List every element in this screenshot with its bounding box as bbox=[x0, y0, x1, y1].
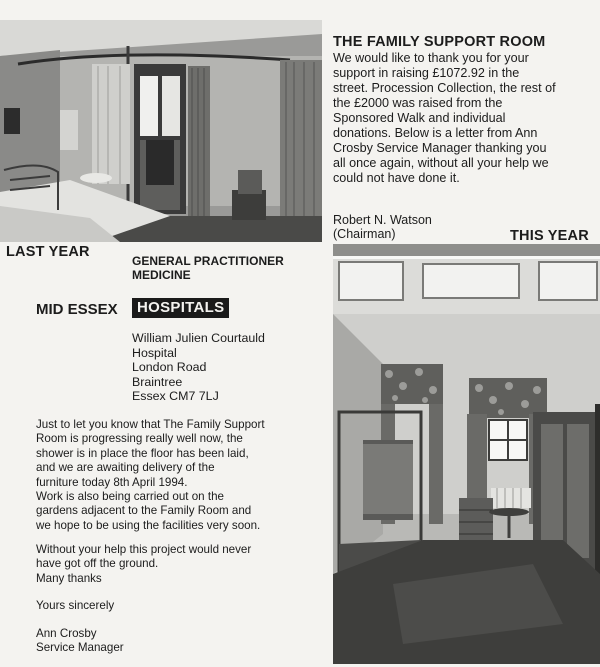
address-line: Essex CM7 7LJ bbox=[132, 389, 219, 403]
address-line: Braintree bbox=[132, 374, 183, 389]
letter-paragraph-thanks: Without your help this project would never have got off the ground. Many thanks bbox=[36, 543, 252, 585]
letter-sign-off: Ann Crosby Service Manager bbox=[36, 627, 124, 655]
address-line: William Julien Courtauld bbox=[132, 331, 265, 345]
letter-department: GENERAL PRACTITIONER MEDICINE bbox=[132, 254, 284, 282]
last-year-photo bbox=[0, 20, 322, 242]
logo-mid-essex: MID ESSEX bbox=[36, 301, 118, 318]
letter-address bbox=[132, 331, 265, 404]
this-year-photo bbox=[333, 244, 600, 664]
address-line: London Road bbox=[132, 360, 207, 374]
signatory-role: (Chairman) bbox=[333, 227, 396, 241]
signatory-name: Robert N. Watson bbox=[333, 213, 432, 227]
article-body: We would like to thank you for your support in raising £1072.92 in the street. Procession Collection, the rest of the £2000 was raised from the Sponsored Walk and individual donations. Below is a letter from Ann Crosby Service Manager thanking you all once again, without all your help we could not have done it. bbox=[333, 51, 556, 185]
this-year-room-image bbox=[333, 244, 600, 664]
article-title: THE FAMILY SUPPORT ROOM bbox=[333, 34, 546, 50]
last-year-caption: LAST YEAR bbox=[6, 244, 90, 260]
this-year-caption: THIS YEAR bbox=[510, 228, 589, 244]
letter-closing: Yours sincerely bbox=[36, 599, 115, 612]
last-year-room-image bbox=[0, 20, 322, 242]
address-line: Hospital bbox=[132, 345, 177, 360]
letter-paragraph-progress: Just to let you know that The Family Support Room is progressing really well now, the shower is in place the floor has been laid, and we are awaiting delivery of the furniture today 8th April 1994. Work is also being carried out on the gardens adjacent to the Family Room and we hope to be using the facilities very soon. bbox=[36, 418, 265, 532]
logo-hospitals: HOSPITALS bbox=[132, 298, 229, 318]
